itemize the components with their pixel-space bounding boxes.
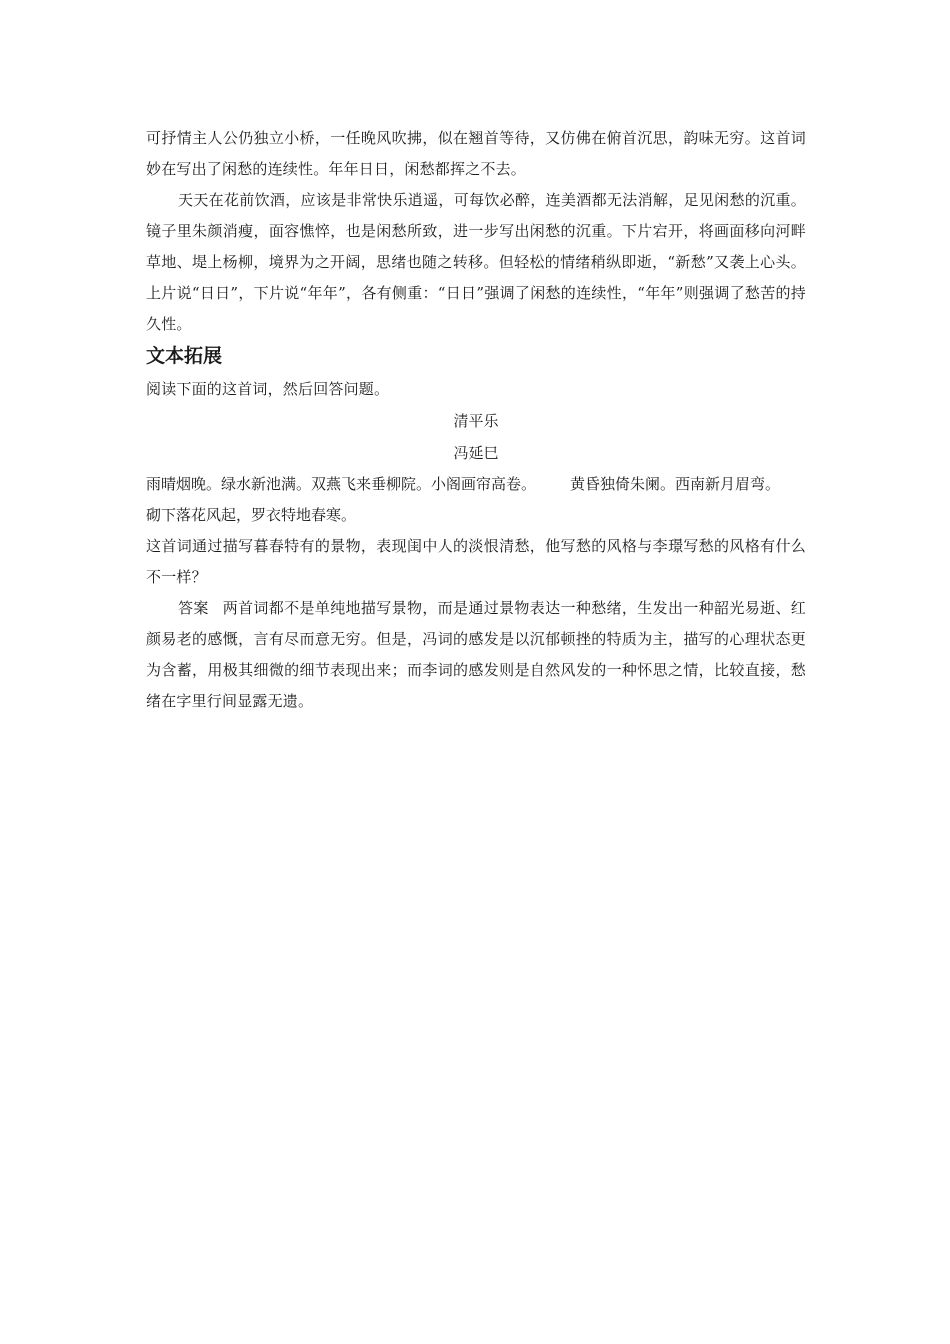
poem-line-1-first-half: 雨晴烟晚。绿水新池满。双燕飞来垂柳院。小阁画帘高卷。 xyxy=(146,475,537,493)
answer-text: 两首词都不是单纯地描写景物，而是通过景物表达一种愁绪，生发出一种韶光易逝、红颜易老的感慨，言有尽而意无穷。但是，冯词的感发是以沉郁顿挫的特质为主，描写的心理状态更为含蓄，用极其细微的细节表现出来；而李词的感发则是自然风发的一种怀思之情，比较直接，愁绪在字里行间显露无遗。 xyxy=(146,599,807,710)
poem-author: 冯延巳 xyxy=(453,444,499,462)
poem-line-1-second-half: 黄昏独倚朱阑。西南新月眉弯。 xyxy=(570,475,781,493)
poem-line-1 xyxy=(146,469,806,500)
section-heading: 文本拓展 xyxy=(146,345,223,367)
answer-paragraph xyxy=(146,593,806,717)
question-text: 这首词通过描写暮春特有的景物，表现闺中人的淡恨清愁，他写愁的风格与李璟写愁的风格有什么不一样？ xyxy=(146,537,806,586)
reading-instruction: 阅读下面的这首词，然后回答问题。 xyxy=(146,380,390,398)
poem-title: 清平乐 xyxy=(453,412,499,430)
poem-line-2: 砌下落花风起，罗衣特地春寒。 xyxy=(146,506,357,524)
analysis-paragraph-2: 天天在花前饮酒，应该是非常快乐逍遥，可每饮必醉，连美酒都无法消解，足见闲愁的沉重。镜子里朱颜消瘦，面容憔悴，也是闲愁所致，进一步写出闲愁的沉重。下片宕开，将画面移向河畔草地、堤上杨柳，境界为之开阔，思绪也随之转移。但轻松的情绪稍纵即逝，“新愁”又袭上心头。上片说“日日”，下片说“年年”，各有侧重：“日日”强调了闲愁的连续性，“年年”则强调了愁苦的持久性。 xyxy=(146,191,806,333)
answer-label: 答案 xyxy=(178,599,209,617)
analysis-paragraph-1: 可抒情主人公仍独立小桥，一任晚风吹拂，似在翘首等待，又仿佛在俯首沉思，韵味无穷。这首词妙在写出了闲愁的连续性。年年日日，闲愁都挥之不去。 xyxy=(146,129,806,178)
document-page xyxy=(146,123,806,717)
